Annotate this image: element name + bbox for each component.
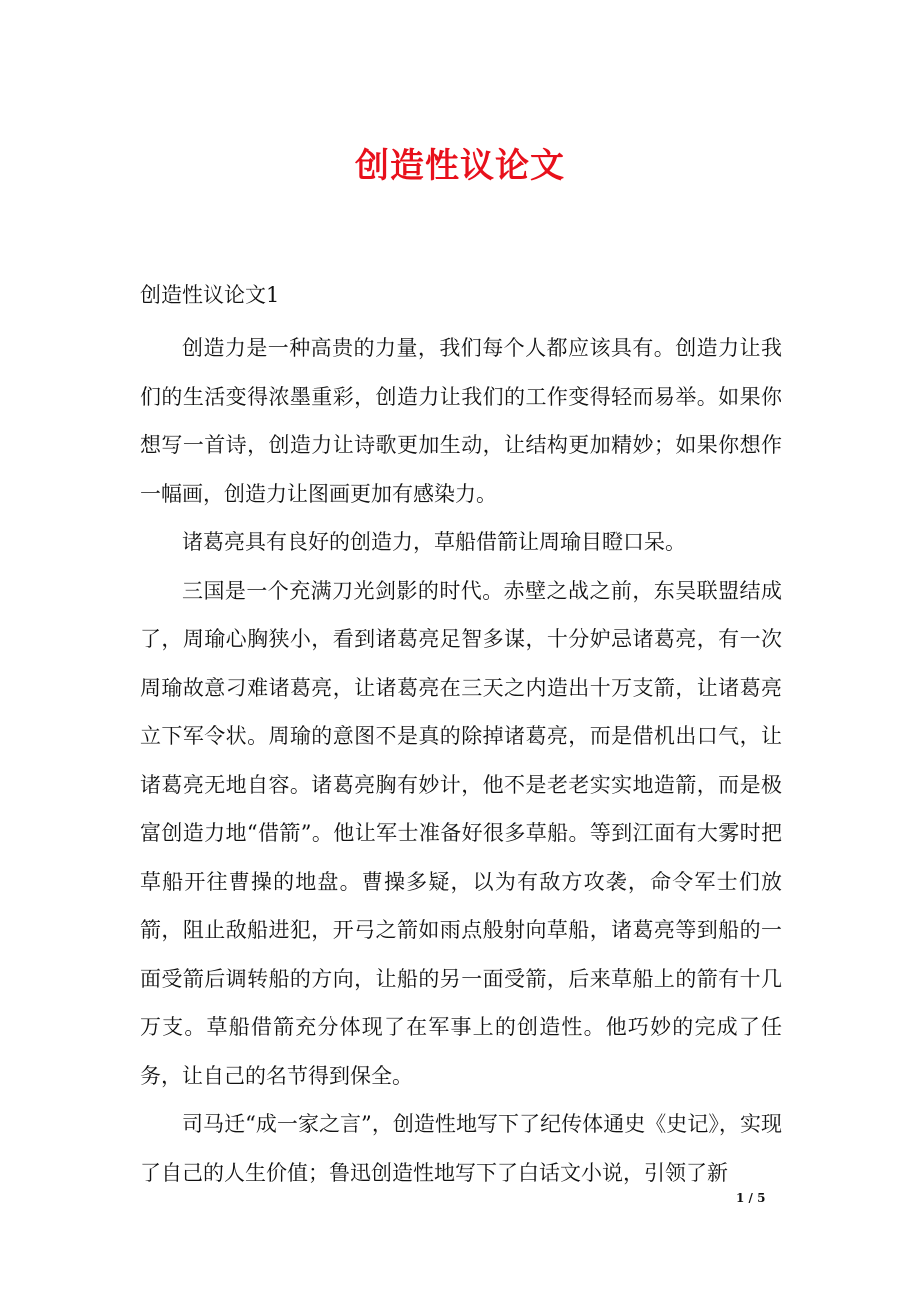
page-number: 1 / 5 [736, 1191, 766, 1205]
section-heading: 创造性议论文1 [140, 283, 280, 307]
paragraph: 三国是一个充满刀光剑影的时代。赤壁之战之前，东吴联盟结成了，周瑜心胸狭小，看到诸葛亮足智多谋，十分妒忌诸葛亮，有一次周瑜故意刁难诸葛亮，让诸葛亮在三天之内造出十万支箭，让诸葛亮立下军令状。周瑜的意图不是真的除掉诸葛亮，而是借机出口气，让诸葛亮无地自容。诸葛亮胸有妙计，他不是老老实实地造箭，而是极富创造力地“借箭”。他让军士准备好很多草船。等到江面有大雾时把草船开往曹操的地盘。曹操多疑，以为有敌方攻袭，命令军士们放箭，阻止敌船进犯，开弓之箭如雨点般射向草船，诸葛亮等到船的一面受箭后调转船的方向，让船的另一面受箭，后来草船上的箭有十几万支。草船借箭充分体现了在军事上的创造性。他巧妙的完成了任务，让自己的名节得到保全。 [140, 578, 782, 1088]
body-text [140, 324, 782, 1197]
paragraph: 司马迁“成一家之言”，创造性地写下了纪传体通史《史记》，实现了自己的人生价值；鲁迅创造性地写下了白话文小说，引领了新 [140, 1112, 782, 1185]
document-title: 创造性议论文 [355, 146, 565, 186]
paragraph: 创造力是一种高贵的力量，我们每个人都应该具有。创造力让我们的生活变得浓墨重彩，创造力让我们的工作变得轻而易举。如果你想写一首诗，创造力让诗歌更加生动，让结构更加精妙；如果你想作一幅画，创造力让图画更加有感染力。 [140, 336, 782, 506]
paragraph: 诸葛亮具有良好的创造力，草船借箭让周瑜目瞪口呆。 [182, 530, 686, 554]
